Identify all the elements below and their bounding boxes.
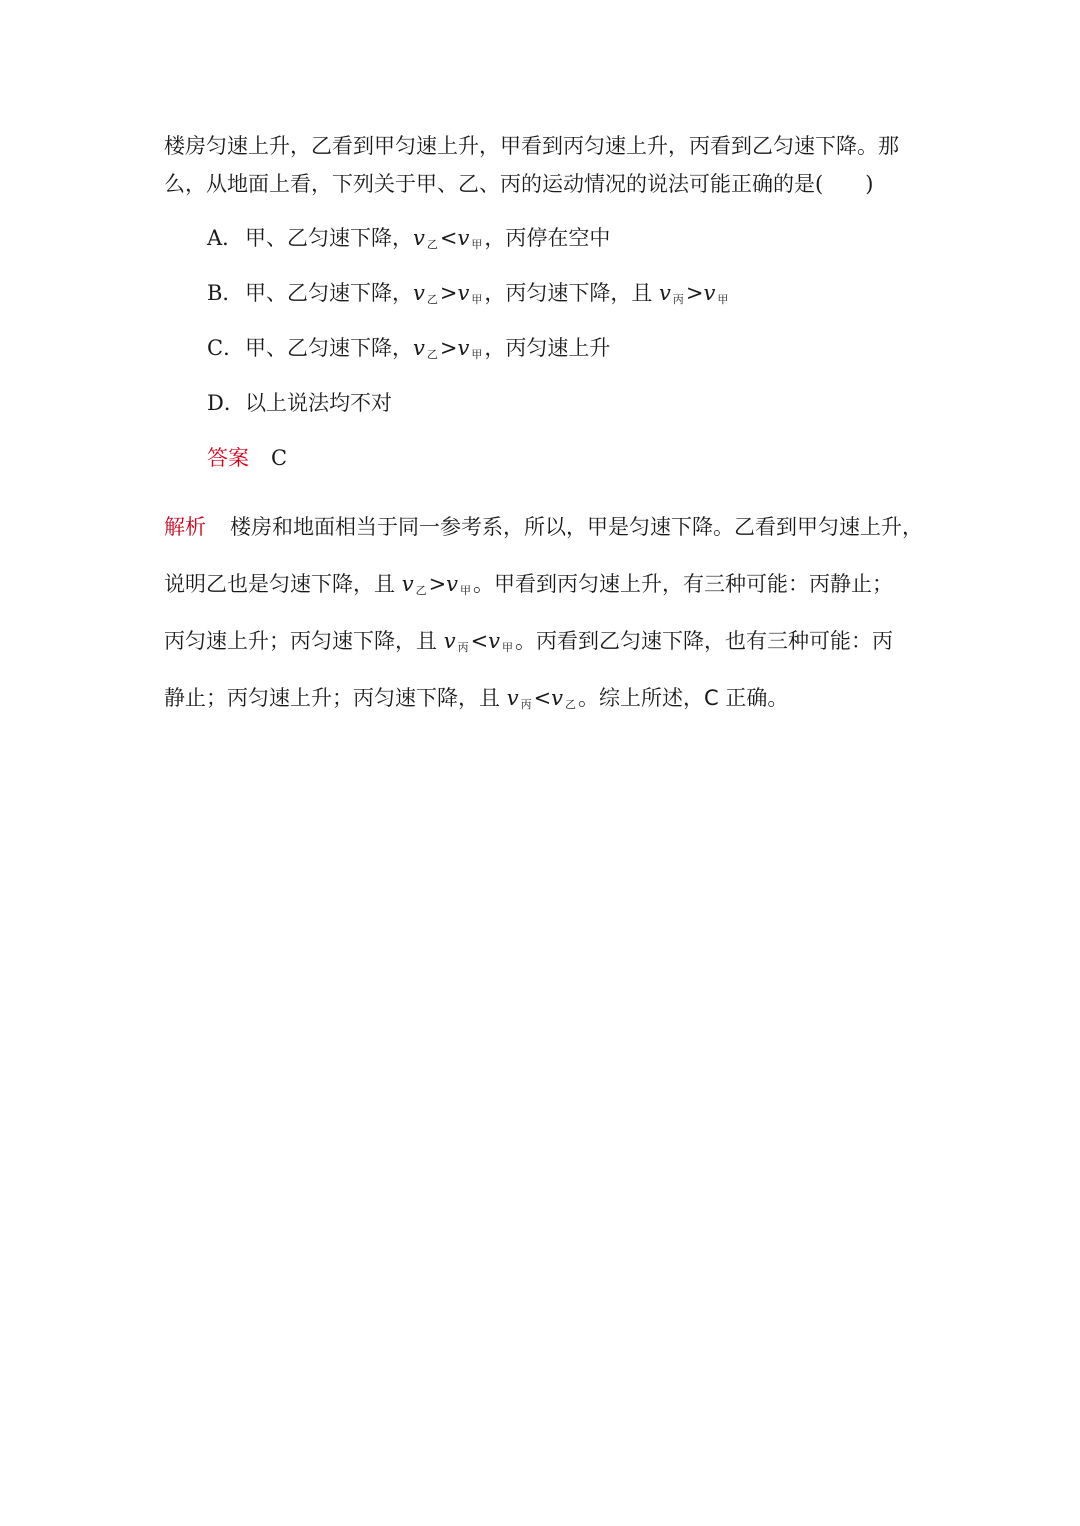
var-v: v [401, 572, 414, 596]
operator: > [428, 572, 447, 596]
subscript: 甲 [717, 293, 729, 306]
option-b-text: 甲、乙匀速下降， [245, 281, 413, 305]
explanation-line-1 [164, 513, 923, 541]
var-v: v [446, 572, 459, 596]
var-v: v [457, 281, 470, 305]
subscript: 丙 [520, 698, 532, 711]
option-a-label: A． [207, 226, 244, 250]
subscript: 甲 [471, 348, 483, 361]
subscript: 乙 [565, 698, 577, 711]
option-b [207, 279, 730, 314]
explanation-label: 解析 [164, 515, 206, 539]
subscript: 乙 [426, 293, 438, 306]
subscript: 甲 [460, 584, 472, 597]
explanation-line-4 [164, 684, 788, 719]
operator: > [439, 281, 458, 305]
subscript: 甲 [471, 293, 483, 306]
answer-label: 答案 [207, 446, 249, 470]
var-v: v [506, 686, 519, 710]
option-c [207, 334, 610, 369]
var-v: v [457, 336, 470, 360]
explanation-text: 楼房和地面相当于同一参考系，所以，甲是匀速下降。乙看到甲匀速上升， [230, 515, 923, 539]
explanation-text: 。甲看到丙匀速上升，有三种可能：丙静止； [473, 572, 894, 596]
var-v: v [413, 336, 425, 360]
var-v: v [443, 629, 456, 653]
explanation-text: 丙匀速上升；丙匀速下降，且 [164, 629, 444, 653]
var-v: v [703, 281, 716, 305]
subscript: 乙 [415, 584, 427, 597]
option-d-text: 以上说法均不对 [245, 391, 392, 415]
explanation-text: 。综上所述，C 正确。 [578, 686, 789, 710]
subscript: 丙 [672, 293, 684, 306]
option-c-text: 甲、乙匀速下降， [245, 336, 413, 360]
answer-value: C [271, 446, 288, 470]
option-d-label: D． [207, 391, 245, 415]
operator: < [439, 226, 458, 250]
explanation-text: 静止；丙匀速上升；丙匀速下降，且 [164, 686, 507, 710]
operator: < [470, 629, 489, 653]
option-a-text-end: ，丙停在空中 [484, 226, 611, 250]
explanation-text: 。丙看到乙匀速下降，也有三种可能：丙 [515, 629, 894, 653]
subscript: 甲 [471, 238, 483, 251]
var-v: v [488, 629, 501, 653]
operator: > [439, 336, 458, 360]
option-c-label: C． [207, 336, 245, 360]
subscript: 乙 [426, 238, 438, 251]
subscript: 甲 [502, 641, 514, 654]
answer-row [207, 444, 287, 472]
explanation-line-2 [164, 570, 893, 605]
var-v: v [551, 686, 564, 710]
var-v: v [457, 226, 470, 250]
option-d [207, 389, 392, 417]
question-line-2: 么，从地面上看，下列关于甲、乙、丙的运动情况的说法可能正确的是( ) [164, 172, 874, 196]
option-b-text-mid: ，丙匀速下降，且 [484, 281, 660, 305]
option-b-label: B． [207, 281, 244, 305]
var-v: v [413, 281, 425, 305]
question-line-1: 楼房匀速上升，乙看到甲匀速上升，甲看到丙匀速上升，丙看到乙匀速下降。那 [164, 134, 899, 158]
subscript: 丙 [457, 641, 469, 654]
var-v: v [659, 281, 671, 305]
explanation-text: 说明乙也是匀速下降，且 [164, 572, 402, 596]
operator: < [533, 686, 552, 710]
option-a-text: 甲、乙匀速下降， [245, 226, 413, 250]
subscript: 乙 [426, 348, 438, 361]
operator: > [685, 281, 704, 305]
var-v: v [413, 226, 425, 250]
option-c-text-end: ，丙匀速上升 [484, 336, 611, 360]
option-a [207, 224, 610, 259]
explanation-line-3 [164, 627, 893, 662]
